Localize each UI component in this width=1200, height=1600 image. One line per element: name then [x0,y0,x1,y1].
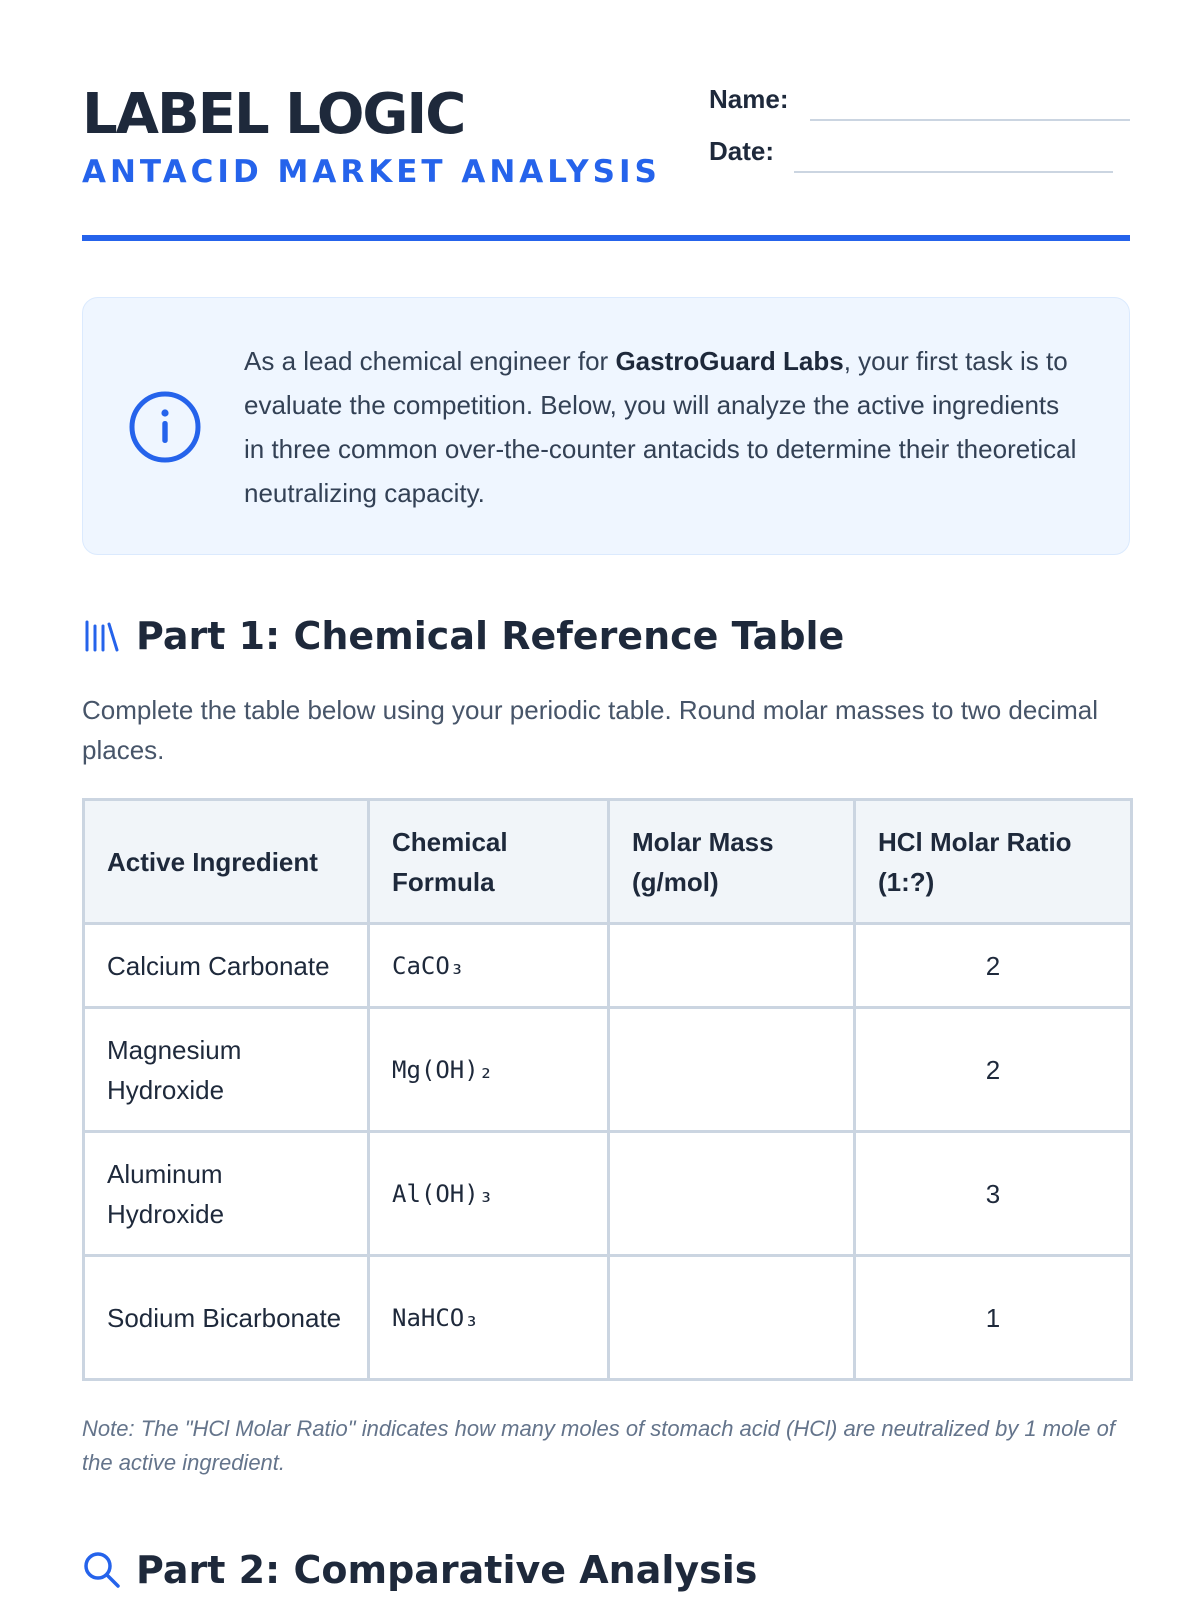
formula-cell: NaHCO₃ [369,1256,609,1380]
company-name: GastroGuard Labs [615,346,844,376]
page-title: LABEL LOGIC [82,82,465,147]
part2-heading [82,1542,1130,1598]
table-row [84,924,1132,1008]
search-icon [82,1550,122,1590]
ratio-cell: 1 [855,1256,1132,1380]
col-header-formula: Chemical Formula [369,800,609,924]
part1-heading [82,608,1130,664]
header-divider [82,235,1130,241]
table-header-row [84,800,1132,924]
col-header-ratio: HCl Molar Ratio (1:?) [855,800,1132,924]
page-subtitle: ANTACID MARKET ANALYSIS [82,154,661,190]
col-header-ingredient: Active Ingredient [84,800,369,924]
table-row [84,1132,1132,1256]
molar-mass-cell[interactable] [609,1132,855,1256]
chemical-reference-table [82,798,1133,1381]
table-note: Note: The "HCl Molar Ratio" indicates how many moles of stomach acid (HCl) are neutralized by 1 mole of the active ingredient. [82,1416,1115,1475]
molar-mass-cell[interactable] [609,1008,855,1132]
intro-text-after: , your first task is to evaluate the competition. Below, you will analyze the active ingredients in three common over-the-counter antacids to determine their theoretical neutralizing capacity. [244,346,1077,508]
molar-mass-cell[interactable] [609,1256,855,1380]
ingredient-cell: Aluminum Hydroxide [84,1132,369,1256]
date-input-line[interactable] [794,171,1113,173]
ratio-cell: 3 [855,1132,1132,1256]
ingredient-cell: Magnesium Hydroxide [84,1008,369,1132]
worksheet-header [82,82,1130,242]
table-row [84,1008,1132,1132]
formula-cell: CaCO₃ [369,924,609,1008]
intro-text-before: As a lead chemical engineer for [244,346,616,376]
worksheet-page [82,0,1130,1600]
table-row [84,1256,1132,1380]
ratio-cell: 2 [855,1008,1132,1132]
formula-cell: Al(OH)₃ [369,1132,609,1256]
part2-title: Part 2: Comparative Analysis [136,1548,758,1592]
molar-mass-cell[interactable] [609,924,855,1008]
part1-title: Part 1: Chemical Reference Table [136,614,845,658]
ratio-cell: 2 [855,924,1132,1008]
date-label: Date: [709,136,775,166]
ingredient-cell: Sodium Bicarbonate [84,1256,369,1380]
ingredient-cell: Calcium Carbonate [84,924,369,1008]
intro-callout [82,297,1130,555]
library-books-icon [82,616,122,656]
name-field[interactable] [709,82,1130,122]
formula-cell: Mg(OH)₂ [369,1008,609,1132]
info-icon [128,390,202,464]
name-label: Name: [709,84,789,114]
date-field[interactable] [709,134,1130,174]
part1-instructions: Complete the table below using your periodic table. Round molar masses to two decimal places. [82,695,1098,765]
intro-text [244,339,1084,515]
name-input-line[interactable] [810,119,1130,121]
col-header-molar-mass: Molar Mass (g/mol) [609,800,855,924]
